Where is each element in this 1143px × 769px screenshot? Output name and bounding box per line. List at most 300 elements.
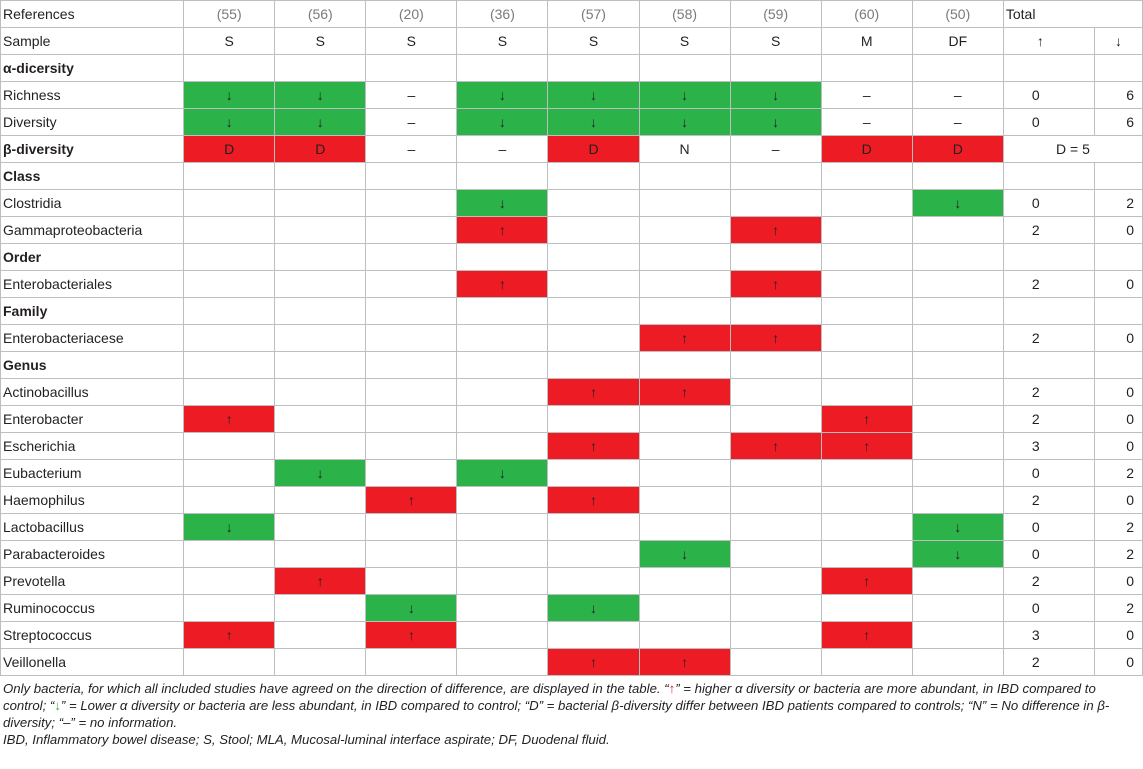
result-cell: [275, 514, 366, 541]
result-cell: [184, 379, 275, 406]
result-cell: ↑: [821, 406, 912, 433]
result-cell: [639, 487, 730, 514]
result-cell: [730, 460, 821, 487]
legend-text-2: ” = higher α diversity or bacteria are more abundant, in IBD compared to control; “: [3, 681, 1096, 713]
reference-cell: (57): [548, 1, 639, 28]
empty-cell: [457, 352, 548, 379]
empty-cell: [912, 352, 1003, 379]
total-down-cell: 0: [1094, 568, 1142, 595]
reference-cell: (60): [821, 1, 912, 28]
total-up-cell: 3: [1003, 433, 1094, 460]
empty-cell: [639, 55, 730, 82]
result-cell: ↓: [912, 514, 1003, 541]
result-cell: ↓: [184, 109, 275, 136]
row-label: Clostridia: [1, 190, 184, 217]
result-cell: [639, 568, 730, 595]
result-cell: ↑: [639, 325, 730, 352]
result-cell: ↓: [457, 109, 548, 136]
result-cell: [639, 460, 730, 487]
total-up-cell: 2: [1003, 487, 1094, 514]
result-cell: ↓: [457, 460, 548, 487]
empty-cell: [366, 244, 457, 271]
reference-cell: (56): [275, 1, 366, 28]
result-cell: [275, 190, 366, 217]
empty-cell: [639, 298, 730, 325]
section-label: Genus: [1, 352, 184, 379]
total-down-cell: 2: [1094, 190, 1142, 217]
empty-cell: [366, 352, 457, 379]
row-label: Enterobacteriales: [1, 271, 184, 298]
result-cell: [184, 433, 275, 460]
empty-cell: [457, 55, 548, 82]
empty-cell: [1094, 244, 1142, 271]
result-cell: [821, 190, 912, 217]
result-cell: [366, 568, 457, 595]
total-up-cell: 2: [1003, 379, 1094, 406]
reference-cell: (36): [457, 1, 548, 28]
result-cell: [275, 649, 366, 676]
table-row: [1, 649, 1143, 676]
reference-cell: (50): [912, 1, 1003, 28]
row-label: Lactobacillus: [1, 514, 184, 541]
section-label: Class: [1, 163, 184, 190]
result-cell: [912, 649, 1003, 676]
result-cell: [821, 541, 912, 568]
result-cell: [184, 487, 275, 514]
result-cell: ↓: [184, 514, 275, 541]
result-cell: [912, 379, 1003, 406]
row-label: Enterobacteriacese: [1, 325, 184, 352]
result-cell: [821, 649, 912, 676]
result-cell: [457, 487, 548, 514]
result-cell: ↑: [639, 379, 730, 406]
empty-cell: [1094, 163, 1142, 190]
result-cell: [821, 379, 912, 406]
table-body: [1, 55, 1143, 676]
total-down-cell: 0: [1094, 325, 1142, 352]
total-down-cell: 0: [1094, 406, 1142, 433]
empty-cell: [457, 298, 548, 325]
empty-cell: [366, 163, 457, 190]
result-cell: ↓: [184, 82, 275, 109]
sample-cell: S: [457, 28, 548, 55]
total-up-cell: 0: [1003, 514, 1094, 541]
result-cell: [730, 406, 821, 433]
reference-cell: (20): [366, 1, 457, 28]
result-cell: –: [821, 109, 912, 136]
reference-cell: (58): [639, 1, 730, 28]
table-row: [1, 433, 1143, 460]
table-row: [1, 379, 1143, 406]
empty-cell: [184, 352, 275, 379]
empty-cell: [1003, 352, 1094, 379]
row-label: Richness: [1, 82, 184, 109]
result-cell: –: [366, 109, 457, 136]
empty-cell: [821, 55, 912, 82]
result-cell: ↑: [548, 487, 639, 514]
empty-cell: [366, 298, 457, 325]
row-label: Ruminococcus: [1, 595, 184, 622]
empty-cell: [548, 244, 639, 271]
table-row: [1, 514, 1143, 541]
result-cell: ↓: [275, 109, 366, 136]
row-label: Gammaproteobacteria: [1, 217, 184, 244]
total-up-cell: 0: [1003, 109, 1094, 136]
result-cell: [639, 406, 730, 433]
result-cell: [275, 622, 366, 649]
result-cell: [457, 649, 548, 676]
result-cell: ↑: [548, 433, 639, 460]
result-cell: [548, 460, 639, 487]
empty-cell: [275, 55, 366, 82]
legend-note: [3, 680, 1138, 731]
empty-cell: [548, 163, 639, 190]
empty-cell: [1094, 352, 1142, 379]
result-cell: [912, 622, 1003, 649]
result-cell: [457, 622, 548, 649]
result-cell: ↓: [457, 82, 548, 109]
legend-text-1: Only bacteria, for which all included studies have agreed on the direction of difference, are displayed in the table. “: [3, 681, 669, 696]
result-cell: [184, 271, 275, 298]
result-cell: –: [366, 136, 457, 163]
total-up-cell: 2: [1003, 217, 1094, 244]
empty-cell: [821, 352, 912, 379]
result-cell: [366, 379, 457, 406]
result-cell: ↑: [275, 568, 366, 595]
result-cell: [184, 568, 275, 595]
references-label: References: [1, 1, 184, 28]
result-cell: [275, 406, 366, 433]
result-cell: ↓: [548, 109, 639, 136]
result-cell: ↑: [548, 379, 639, 406]
result-cell: [457, 568, 548, 595]
total-up-cell: 0: [1003, 595, 1094, 622]
result-cell: [821, 487, 912, 514]
row-label: Prevotella: [1, 568, 184, 595]
total-down-cell: 0: [1094, 217, 1142, 244]
empty-cell: [548, 55, 639, 82]
empty-cell: [1003, 298, 1094, 325]
empty-cell: [184, 55, 275, 82]
section-label: Order: [1, 244, 184, 271]
abbreviations-note: IBD, Inflammatory bowel disease; S, Stool; MLA, Mucosal-luminal interface aspirate; DF, Duodenal fluid.: [3, 732, 610, 747]
empty-cell: [821, 163, 912, 190]
empty-cell: [275, 298, 366, 325]
result-cell: [457, 406, 548, 433]
result-cell: [548, 568, 639, 595]
empty-cell: [912, 163, 1003, 190]
table-row: [1, 595, 1143, 622]
result-cell: D: [912, 136, 1003, 163]
result-cell: ↓: [639, 541, 730, 568]
result-cell: ↓: [730, 82, 821, 109]
table-row: [1, 622, 1143, 649]
total-down-cell: 6: [1094, 109, 1142, 136]
section-row: [1, 55, 1143, 82]
result-cell: [548, 190, 639, 217]
result-cell: [730, 190, 821, 217]
empty-cell: [457, 244, 548, 271]
empty-cell: [184, 163, 275, 190]
result-cell: –: [457, 136, 548, 163]
result-cell: [366, 406, 457, 433]
result-cell: [184, 541, 275, 568]
result-cell: [730, 649, 821, 676]
result-cell: [912, 433, 1003, 460]
total-down-cell: 2: [1094, 514, 1142, 541]
result-cell: [366, 325, 457, 352]
row-label: Streptococcus: [1, 622, 184, 649]
result-cell: [548, 271, 639, 298]
result-cell: [275, 379, 366, 406]
result-cell: [730, 487, 821, 514]
result-cell: [457, 433, 548, 460]
empty-cell: [275, 163, 366, 190]
sample-cell: S: [366, 28, 457, 55]
result-cell: [639, 595, 730, 622]
total-up-cell: 2: [1003, 649, 1094, 676]
sample-cell: S: [275, 28, 366, 55]
result-cell: [912, 325, 1003, 352]
table-row: [1, 136, 1143, 163]
result-cell: [184, 217, 275, 244]
table-row: [1, 568, 1143, 595]
sample-cell: S: [548, 28, 639, 55]
result-cell: [184, 325, 275, 352]
result-cell: –: [366, 82, 457, 109]
result-cell: [275, 271, 366, 298]
result-cell: –: [912, 109, 1003, 136]
result-cell: ↑: [821, 433, 912, 460]
empty-cell: [730, 352, 821, 379]
empty-cell: [730, 298, 821, 325]
result-cell: –: [730, 136, 821, 163]
empty-cell: [730, 163, 821, 190]
empty-cell: [639, 244, 730, 271]
result-cell: D: [821, 136, 912, 163]
result-cell: ↑: [730, 433, 821, 460]
result-cell: [639, 190, 730, 217]
empty-cell: [821, 298, 912, 325]
total-down-cell: 0: [1094, 649, 1142, 676]
result-cell: ↓: [275, 460, 366, 487]
section-row: [1, 298, 1143, 325]
empty-cell: [730, 55, 821, 82]
section-label: Family: [1, 298, 184, 325]
result-cell: [275, 487, 366, 514]
empty-cell: [275, 352, 366, 379]
beta-total-cell: D = 5: [1003, 136, 1142, 163]
table-row: [1, 541, 1143, 568]
result-cell: ↓: [639, 82, 730, 109]
result-cell: [730, 541, 821, 568]
result-cell: [639, 271, 730, 298]
total-up-cell: 2: [1003, 568, 1094, 595]
total-header: Total: [1003, 1, 1142, 28]
empty-cell: [1003, 163, 1094, 190]
result-cell: [821, 460, 912, 487]
total-down-cell: 0: [1094, 487, 1142, 514]
row-label: Actinobacillus: [1, 379, 184, 406]
result-cell: ↓: [730, 109, 821, 136]
empty-cell: [1094, 298, 1142, 325]
empty-cell: [912, 298, 1003, 325]
empty-cell: [730, 244, 821, 271]
row-label: Haemophilus: [1, 487, 184, 514]
result-cell: [548, 325, 639, 352]
result-cell: [912, 217, 1003, 244]
sample-cell: S: [730, 28, 821, 55]
result-cell: [821, 217, 912, 244]
result-cell: ↓: [275, 82, 366, 109]
result-cell: [457, 514, 548, 541]
sample-row: [1, 28, 1143, 55]
total-down-cell: 2: [1094, 541, 1142, 568]
total-up-cell: 3: [1003, 622, 1094, 649]
result-cell: [548, 541, 639, 568]
empty-cell: [457, 163, 548, 190]
result-cell: N: [639, 136, 730, 163]
row-label: Parabacteroides: [1, 541, 184, 568]
empty-cell: [1003, 244, 1094, 271]
result-cell: [184, 460, 275, 487]
total-up-cell: 0: [1003, 190, 1094, 217]
result-cell: [730, 379, 821, 406]
empty-cell: [912, 244, 1003, 271]
empty-cell: [821, 244, 912, 271]
result-cell: [730, 622, 821, 649]
result-cell: ↓: [366, 595, 457, 622]
result-cell: [639, 514, 730, 541]
result-cell: [457, 595, 548, 622]
result-cell: [184, 190, 275, 217]
table-row: [1, 487, 1143, 514]
result-cell: –: [912, 82, 1003, 109]
result-cell: D: [275, 136, 366, 163]
section-label: α-dicersity: [1, 55, 184, 82]
table-row: [1, 460, 1143, 487]
result-cell: [912, 460, 1003, 487]
result-cell: [184, 649, 275, 676]
result-cell: [184, 595, 275, 622]
sample-cell: DF: [912, 28, 1003, 55]
result-cell: ↓: [639, 109, 730, 136]
table-footnote: [0, 676, 1141, 748]
total-down-cell: 6: [1094, 82, 1142, 109]
result-cell: ↑: [457, 217, 548, 244]
result-cell: [912, 487, 1003, 514]
result-cell: ↑: [184, 622, 275, 649]
result-cell: [366, 649, 457, 676]
total-down-cell: 0: [1094, 271, 1142, 298]
empty-cell: [912, 55, 1003, 82]
legend-text-3: ” = Lower α diversity or bacteria are less abundant, in IBD compared to control; “D” = bacterial β-diversity differ between IBD patients compared to controls; “N” = No difference in β-diversity; “–” = no information.: [3, 698, 1110, 730]
result-cell: ↑: [821, 622, 912, 649]
section-row: [1, 244, 1143, 271]
row-label: Veillonella: [1, 649, 184, 676]
result-cell: ↑: [548, 649, 639, 676]
row-label: Diversity: [1, 109, 184, 136]
result-cell: [366, 271, 457, 298]
result-cell: [730, 568, 821, 595]
result-cell: [275, 217, 366, 244]
total-up-cell: 0: [1003, 82, 1094, 109]
result-cell: ↑: [366, 622, 457, 649]
result-cell: ↓: [457, 190, 548, 217]
total-up-cell: 2: [1003, 271, 1094, 298]
references-row: [1, 1, 1143, 28]
result-cell: [821, 514, 912, 541]
down-arrow-icon: ↓: [54, 698, 61, 713]
row-label: Enterobacter: [1, 406, 184, 433]
total-down-cell: 0: [1094, 433, 1142, 460]
result-cell: [730, 514, 821, 541]
section-row: [1, 352, 1143, 379]
row-label: Escherichia: [1, 433, 184, 460]
result-cell: ↑: [730, 271, 821, 298]
result-cell: [275, 595, 366, 622]
result-cell: [639, 622, 730, 649]
result-cell: [275, 433, 366, 460]
empty-cell: [1094, 55, 1142, 82]
result-cell: [366, 541, 457, 568]
table-row: [1, 82, 1143, 109]
row-label: β-diversity: [1, 136, 184, 163]
result-cell: [366, 217, 457, 244]
reference-cell: (59): [730, 1, 821, 28]
total-down-cell: 0: [1094, 379, 1142, 406]
result-cell: ↑: [184, 406, 275, 433]
total-down-cell: 0: [1094, 622, 1142, 649]
result-cell: ↑: [639, 649, 730, 676]
empty-cell: [366, 55, 457, 82]
result-cell: ↑: [366, 487, 457, 514]
empty-cell: [548, 352, 639, 379]
empty-cell: [639, 163, 730, 190]
result-cell: [366, 460, 457, 487]
empty-cell: [184, 244, 275, 271]
result-cell: ↑: [457, 271, 548, 298]
empty-cell: [275, 244, 366, 271]
sample-cell: S: [184, 28, 275, 55]
reference-cell: (55): [184, 1, 275, 28]
result-cell: [275, 325, 366, 352]
total-up-cell: 2: [1003, 325, 1094, 352]
result-cell: [457, 325, 548, 352]
result-cell: [366, 433, 457, 460]
empty-cell: [548, 298, 639, 325]
result-cell: [912, 271, 1003, 298]
result-cell: [821, 595, 912, 622]
result-cell: ↑: [730, 217, 821, 244]
table-row: [1, 109, 1143, 136]
result-cell: ↑: [821, 568, 912, 595]
table-row: [1, 406, 1143, 433]
result-cell: [912, 595, 1003, 622]
result-cell: [366, 514, 457, 541]
total-up-cell: 0: [1003, 460, 1094, 487]
total-down-cell: 2: [1094, 460, 1142, 487]
total-up-cell: 2: [1003, 406, 1094, 433]
section-row: [1, 163, 1143, 190]
result-cell: [912, 406, 1003, 433]
result-cell: [457, 541, 548, 568]
result-cell: ↓: [912, 190, 1003, 217]
result-cell: [457, 379, 548, 406]
up-arrow-icon: ↑: [668, 681, 676, 696]
result-cell: [821, 271, 912, 298]
result-cell: [639, 433, 730, 460]
